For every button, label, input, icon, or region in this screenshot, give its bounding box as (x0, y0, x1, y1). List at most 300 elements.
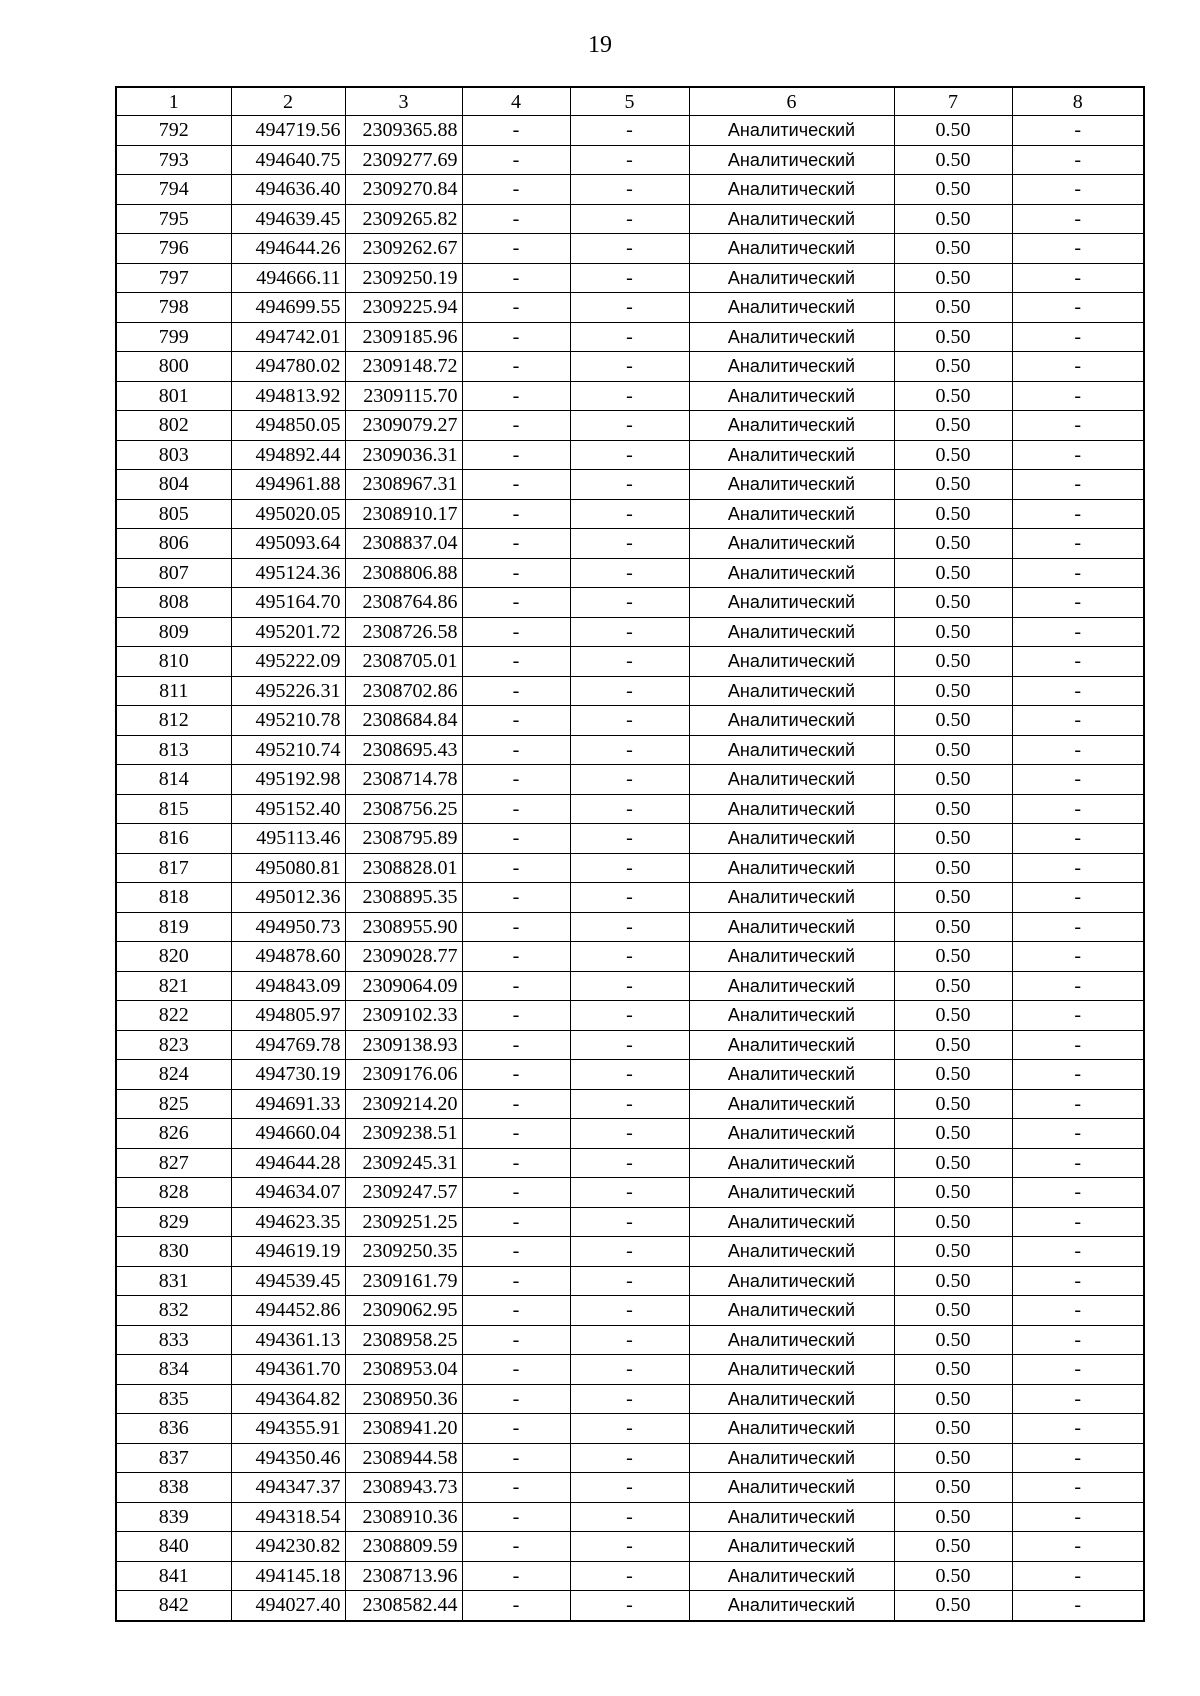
col5-cell: - (570, 175, 689, 205)
table-row (116, 1237, 1144, 1267)
x-coordinate-cell: 494639.45 (231, 204, 345, 234)
table-body (116, 116, 1144, 1621)
x-coordinate-cell: 494364.82 (231, 1384, 345, 1414)
col4-cell: - (462, 912, 570, 942)
y-coordinate-cell: 2309238.51 (345, 1119, 462, 1149)
point-number-cell: 797 (116, 263, 231, 293)
x-coordinate-cell: 495222.09 (231, 647, 345, 677)
x-coordinate-cell: 494719.56 (231, 116, 345, 146)
col8-cell: - (1012, 853, 1144, 883)
accuracy-cell: 0.50 (894, 1089, 1012, 1119)
y-coordinate-cell: 2308837.04 (345, 529, 462, 559)
col5-cell: - (570, 529, 689, 559)
table-row (116, 1207, 1144, 1237)
y-coordinate-cell: 2308910.17 (345, 499, 462, 529)
y-coordinate-cell: 2309036.31 (345, 440, 462, 470)
col5-cell: - (570, 883, 689, 913)
accuracy-cell: 0.50 (894, 1237, 1012, 1267)
table-row (116, 647, 1144, 677)
col8-cell: - (1012, 617, 1144, 647)
point-number-cell: 840 (116, 1532, 231, 1562)
point-number-cell: 842 (116, 1591, 231, 1621)
accuracy-cell: 0.50 (894, 470, 1012, 500)
table-row (116, 352, 1144, 382)
accuracy-cell: 0.50 (894, 1591, 1012, 1621)
col4-cell: - (462, 116, 570, 146)
col5-cell: - (570, 1001, 689, 1031)
y-coordinate-cell: 2309277.69 (345, 145, 462, 175)
col5-cell: - (570, 1502, 689, 1532)
method-cell: Аналитический (689, 1502, 894, 1532)
method-cell: Аналитический (689, 322, 894, 352)
x-coordinate-cell: 494350.46 (231, 1443, 345, 1473)
method-cell: Аналитический (689, 1148, 894, 1178)
col5-cell: - (570, 381, 689, 411)
col8-cell: - (1012, 1355, 1144, 1385)
col5-cell: - (570, 676, 689, 706)
point-number-cell: 831 (116, 1266, 231, 1296)
table-row (116, 588, 1144, 618)
col4-cell: - (462, 1502, 570, 1532)
y-coordinate-cell: 2308705.01 (345, 647, 462, 677)
col4-cell: - (462, 1443, 570, 1473)
col8-cell: - (1012, 293, 1144, 323)
col4-cell: - (462, 588, 570, 618)
accuracy-cell: 0.50 (894, 558, 1012, 588)
col8-cell: - (1012, 116, 1144, 146)
table-row (116, 853, 1144, 883)
table-header-row (116, 87, 1144, 116)
table-row (116, 1266, 1144, 1296)
column-header: 4 (462, 87, 570, 116)
table-row (116, 1532, 1144, 1562)
x-coordinate-cell: 494892.44 (231, 440, 345, 470)
method-cell: Аналитический (689, 971, 894, 1001)
col5-cell: - (570, 263, 689, 293)
method-cell: Аналитический (689, 1414, 894, 1444)
col5-cell: - (570, 735, 689, 765)
col4-cell: - (462, 145, 570, 175)
col8-cell: - (1012, 1237, 1144, 1267)
x-coordinate-cell: 494361.13 (231, 1325, 345, 1355)
col5-cell: - (570, 1178, 689, 1208)
col8-cell: - (1012, 1207, 1144, 1237)
table-row (116, 1119, 1144, 1149)
col5-cell: - (570, 942, 689, 972)
col4-cell: - (462, 558, 570, 588)
col4-cell: - (462, 1119, 570, 1149)
method-cell: Аналитический (689, 1237, 894, 1267)
y-coordinate-cell: 2308958.25 (345, 1325, 462, 1355)
y-coordinate-cell: 2308764.86 (345, 588, 462, 618)
x-coordinate-cell: 494644.28 (231, 1148, 345, 1178)
accuracy-cell: 0.50 (894, 706, 1012, 736)
x-coordinate-cell: 495164.70 (231, 588, 345, 618)
x-coordinate-cell: 494640.75 (231, 145, 345, 175)
method-cell: Аналитический (689, 1119, 894, 1149)
method-cell: Аналитический (689, 942, 894, 972)
accuracy-cell: 0.50 (894, 942, 1012, 972)
col4-cell: - (462, 1060, 570, 1090)
point-number-cell: 833 (116, 1325, 231, 1355)
col5-cell: - (570, 1561, 689, 1591)
y-coordinate-cell: 2308943.73 (345, 1473, 462, 1503)
y-coordinate-cell: 2309365.88 (345, 116, 462, 146)
table-row (116, 263, 1144, 293)
method-cell: Аналитический (689, 1296, 894, 1326)
point-number-cell: 834 (116, 1355, 231, 1385)
col8-cell: - (1012, 470, 1144, 500)
y-coordinate-cell: 2309225.94 (345, 293, 462, 323)
table-row (116, 1089, 1144, 1119)
col5-cell: - (570, 1532, 689, 1562)
table-row (116, 1325, 1144, 1355)
x-coordinate-cell: 495192.98 (231, 765, 345, 795)
col8-cell: - (1012, 529, 1144, 559)
accuracy-cell: 0.50 (894, 1030, 1012, 1060)
y-coordinate-cell: 2308953.04 (345, 1355, 462, 1385)
col8-cell: - (1012, 647, 1144, 677)
method-cell: Аналитический (689, 558, 894, 588)
table-row (116, 381, 1144, 411)
col5-cell: - (570, 1355, 689, 1385)
col4-cell: - (462, 293, 570, 323)
col8-cell: - (1012, 1060, 1144, 1090)
col5-cell: - (570, 293, 689, 323)
col5-cell: - (570, 794, 689, 824)
col4-cell: - (462, 794, 570, 824)
y-coordinate-cell: 2309064.09 (345, 971, 462, 1001)
table-row (116, 942, 1144, 972)
method-cell: Аналитический (689, 588, 894, 618)
point-number-cell: 794 (116, 175, 231, 205)
col5-cell: - (570, 204, 689, 234)
x-coordinate-cell: 494619.19 (231, 1237, 345, 1267)
y-coordinate-cell: 2309185.96 (345, 322, 462, 352)
col8-cell: - (1012, 1266, 1144, 1296)
col5-cell: - (570, 1414, 689, 1444)
y-coordinate-cell: 2308714.78 (345, 765, 462, 795)
method-cell: Аналитический (689, 912, 894, 942)
accuracy-cell: 0.50 (894, 1325, 1012, 1355)
accuracy-cell: 0.50 (894, 440, 1012, 470)
method-cell: Аналитический (689, 381, 894, 411)
y-coordinate-cell: 2309148.72 (345, 352, 462, 382)
col4-cell: - (462, 1001, 570, 1031)
point-number-cell: 804 (116, 470, 231, 500)
col5-cell: - (570, 1148, 689, 1178)
col5-cell: - (570, 1237, 689, 1267)
accuracy-cell: 0.50 (894, 1060, 1012, 1090)
accuracy-cell: 0.50 (894, 293, 1012, 323)
method-cell: Аналитический (689, 1384, 894, 1414)
col5-cell: - (570, 853, 689, 883)
accuracy-cell: 0.50 (894, 1414, 1012, 1444)
point-number-cell: 822 (116, 1001, 231, 1031)
accuracy-cell: 0.50 (894, 204, 1012, 234)
table-row (116, 765, 1144, 795)
method-cell: Аналитический (689, 529, 894, 559)
x-coordinate-cell: 494691.33 (231, 1089, 345, 1119)
col4-cell: - (462, 617, 570, 647)
x-coordinate-cell: 494027.40 (231, 1591, 345, 1621)
col5-cell: - (570, 1473, 689, 1503)
table-row (116, 1001, 1144, 1031)
table-row (116, 706, 1144, 736)
accuracy-cell: 0.50 (894, 1532, 1012, 1562)
col4-cell: - (462, 381, 570, 411)
y-coordinate-cell: 2309028.77 (345, 942, 462, 972)
method-cell: Аналитический (689, 1532, 894, 1562)
col5-cell: - (570, 558, 689, 588)
col5-cell: - (570, 145, 689, 175)
col5-cell: - (570, 1296, 689, 1326)
accuracy-cell: 0.50 (894, 352, 1012, 382)
x-coordinate-cell: 494145.18 (231, 1561, 345, 1591)
table-row (116, 1473, 1144, 1503)
x-coordinate-cell: 494805.97 (231, 1001, 345, 1031)
col5-cell: - (570, 1119, 689, 1149)
accuracy-cell: 0.50 (894, 234, 1012, 264)
col4-cell: - (462, 1414, 570, 1444)
y-coordinate-cell: 2308941.20 (345, 1414, 462, 1444)
table-row (116, 411, 1144, 441)
col8-cell: - (1012, 145, 1144, 175)
y-coordinate-cell: 2309250.19 (345, 263, 462, 293)
y-coordinate-cell: 2309265.82 (345, 204, 462, 234)
method-cell: Аналитический (689, 234, 894, 264)
x-coordinate-cell: 494769.78 (231, 1030, 345, 1060)
y-coordinate-cell: 2309062.95 (345, 1296, 462, 1326)
col5-cell: - (570, 1325, 689, 1355)
method-cell: Аналитический (689, 1089, 894, 1119)
y-coordinate-cell: 2308828.01 (345, 853, 462, 883)
col5-cell: - (570, 411, 689, 441)
x-coordinate-cell: 494742.01 (231, 322, 345, 352)
col4-cell: - (462, 971, 570, 1001)
point-number-cell: 841 (116, 1561, 231, 1591)
x-coordinate-cell: 494699.55 (231, 293, 345, 323)
table-row (116, 1561, 1144, 1591)
x-coordinate-cell: 495201.72 (231, 617, 345, 647)
col8-cell: - (1012, 1030, 1144, 1060)
method-cell: Аналитический (689, 411, 894, 441)
col5-cell: - (570, 912, 689, 942)
accuracy-cell: 0.50 (894, 912, 1012, 942)
table-row (116, 322, 1144, 352)
point-number-cell: 800 (116, 352, 231, 382)
col4-cell: - (462, 1561, 570, 1591)
accuracy-cell: 0.50 (894, 499, 1012, 529)
table-row (116, 824, 1144, 854)
col4-cell: - (462, 204, 570, 234)
col4-cell: - (462, 1207, 570, 1237)
col5-cell: - (570, 1591, 689, 1621)
point-number-cell: 826 (116, 1119, 231, 1149)
table-row (116, 1355, 1144, 1385)
col5-cell: - (570, 470, 689, 500)
accuracy-cell: 0.50 (894, 617, 1012, 647)
method-cell: Аналитический (689, 440, 894, 470)
method-cell: Аналитический (689, 145, 894, 175)
coordinates-table (115, 86, 1145, 1622)
point-number-cell: 810 (116, 647, 231, 677)
col4-cell: - (462, 883, 570, 913)
table-row (116, 735, 1144, 765)
accuracy-cell: 0.50 (894, 263, 1012, 293)
x-coordinate-cell: 495124.36 (231, 558, 345, 588)
point-number-cell: 832 (116, 1296, 231, 1326)
accuracy-cell: 0.50 (894, 529, 1012, 559)
col8-cell: - (1012, 204, 1144, 234)
accuracy-cell: 0.50 (894, 1502, 1012, 1532)
point-number-cell: 807 (116, 558, 231, 588)
col5-cell: - (570, 1089, 689, 1119)
col4-cell: - (462, 676, 570, 706)
x-coordinate-cell: 494636.40 (231, 175, 345, 205)
point-number-cell: 802 (116, 411, 231, 441)
point-number-cell: 823 (116, 1030, 231, 1060)
col5-cell: - (570, 1443, 689, 1473)
method-cell: Аналитический (689, 883, 894, 913)
y-coordinate-cell: 2308795.89 (345, 824, 462, 854)
y-coordinate-cell: 2309214.20 (345, 1089, 462, 1119)
point-number-cell: 805 (116, 499, 231, 529)
col4-cell: - (462, 1266, 570, 1296)
col8-cell: - (1012, 735, 1144, 765)
x-coordinate-cell: 494230.82 (231, 1532, 345, 1562)
x-coordinate-cell: 494634.07 (231, 1178, 345, 1208)
table-row (116, 1178, 1144, 1208)
col8-cell: - (1012, 824, 1144, 854)
accuracy-cell: 0.50 (894, 1473, 1012, 1503)
col4-cell: - (462, 234, 570, 264)
accuracy-cell: 0.50 (894, 1266, 1012, 1296)
accuracy-cell: 0.50 (894, 1355, 1012, 1385)
col4-cell: - (462, 1296, 570, 1326)
point-number-cell: 830 (116, 1237, 231, 1267)
point-number-cell: 814 (116, 765, 231, 795)
col4-cell: - (462, 499, 570, 529)
point-number-cell: 817 (116, 853, 231, 883)
col8-cell: - (1012, 1473, 1144, 1503)
method-cell: Аналитический (689, 1266, 894, 1296)
method-cell: Аналитический (689, 706, 894, 736)
point-number-cell: 815 (116, 794, 231, 824)
x-coordinate-cell: 495012.36 (231, 883, 345, 913)
col8-cell: - (1012, 558, 1144, 588)
col4-cell: - (462, 1178, 570, 1208)
point-number-cell: 811 (116, 676, 231, 706)
col8-cell: - (1012, 1296, 1144, 1326)
col5-cell: - (570, 588, 689, 618)
point-number-cell: 806 (116, 529, 231, 559)
table-row (116, 234, 1144, 264)
col8-cell: - (1012, 1384, 1144, 1414)
col4-cell: - (462, 470, 570, 500)
method-cell: Аналитический (689, 1591, 894, 1621)
col8-cell: - (1012, 1532, 1144, 1562)
method-cell: Аналитический (689, 676, 894, 706)
point-number-cell: 835 (116, 1384, 231, 1414)
method-cell: Аналитический (689, 116, 894, 146)
col8-cell: - (1012, 1414, 1144, 1444)
accuracy-cell: 0.50 (894, 794, 1012, 824)
method-cell: Аналитический (689, 204, 894, 234)
y-coordinate-cell: 2308967.31 (345, 470, 462, 500)
point-number-cell: 836 (116, 1414, 231, 1444)
y-coordinate-cell: 2309161.79 (345, 1266, 462, 1296)
accuracy-cell: 0.50 (894, 588, 1012, 618)
x-coordinate-cell: 494843.09 (231, 971, 345, 1001)
point-number-cell: 821 (116, 971, 231, 1001)
col8-cell: - (1012, 912, 1144, 942)
col5-cell: - (570, 824, 689, 854)
col8-cell: - (1012, 499, 1144, 529)
method-cell: Аналитический (689, 794, 894, 824)
accuracy-cell: 0.50 (894, 765, 1012, 795)
col8-cell: - (1012, 1561, 1144, 1591)
y-coordinate-cell: 2308955.90 (345, 912, 462, 942)
point-number-cell: 812 (116, 706, 231, 736)
y-coordinate-cell: 2308950.36 (345, 1384, 462, 1414)
point-number-cell: 819 (116, 912, 231, 942)
x-coordinate-cell: 494539.45 (231, 1266, 345, 1296)
col8-cell: - (1012, 706, 1144, 736)
point-number-cell: 798 (116, 293, 231, 323)
x-coordinate-cell: 494813.92 (231, 381, 345, 411)
col4-cell: - (462, 765, 570, 795)
accuracy-cell: 0.50 (894, 381, 1012, 411)
method-cell: Аналитический (689, 175, 894, 205)
col4-cell: - (462, 1030, 570, 1060)
method-cell: Аналитический (689, 1473, 894, 1503)
y-coordinate-cell: 2308910.36 (345, 1502, 462, 1532)
accuracy-cell: 0.50 (894, 1207, 1012, 1237)
col8-cell: - (1012, 1591, 1144, 1621)
column-header: 8 (1012, 87, 1144, 116)
col8-cell: - (1012, 588, 1144, 618)
method-cell: Аналитический (689, 647, 894, 677)
page-number: 19 (588, 32, 612, 58)
y-coordinate-cell: 2309115.70 (345, 381, 462, 411)
col4-cell: - (462, 1532, 570, 1562)
table-row (116, 1148, 1144, 1178)
accuracy-cell: 0.50 (894, 853, 1012, 883)
table-row (116, 1414, 1144, 1444)
point-number-cell: 829 (116, 1207, 231, 1237)
col5-cell: - (570, 499, 689, 529)
table-row (116, 912, 1144, 942)
col8-cell: - (1012, 676, 1144, 706)
table-row (116, 794, 1144, 824)
col8-cell: - (1012, 1089, 1144, 1119)
col8-cell: - (1012, 765, 1144, 795)
accuracy-cell: 0.50 (894, 735, 1012, 765)
col5-cell: - (570, 1207, 689, 1237)
point-number-cell: 799 (116, 322, 231, 352)
accuracy-cell: 0.50 (894, 175, 1012, 205)
col4-cell: - (462, 1148, 570, 1178)
x-coordinate-cell: 495093.64 (231, 529, 345, 559)
table-row (116, 529, 1144, 559)
col4-cell: - (462, 647, 570, 677)
accuracy-cell: 0.50 (894, 116, 1012, 146)
x-coordinate-cell: 494850.05 (231, 411, 345, 441)
col8-cell: - (1012, 352, 1144, 382)
col5-cell: - (570, 1266, 689, 1296)
method-cell: Аналитический (689, 1561, 894, 1591)
